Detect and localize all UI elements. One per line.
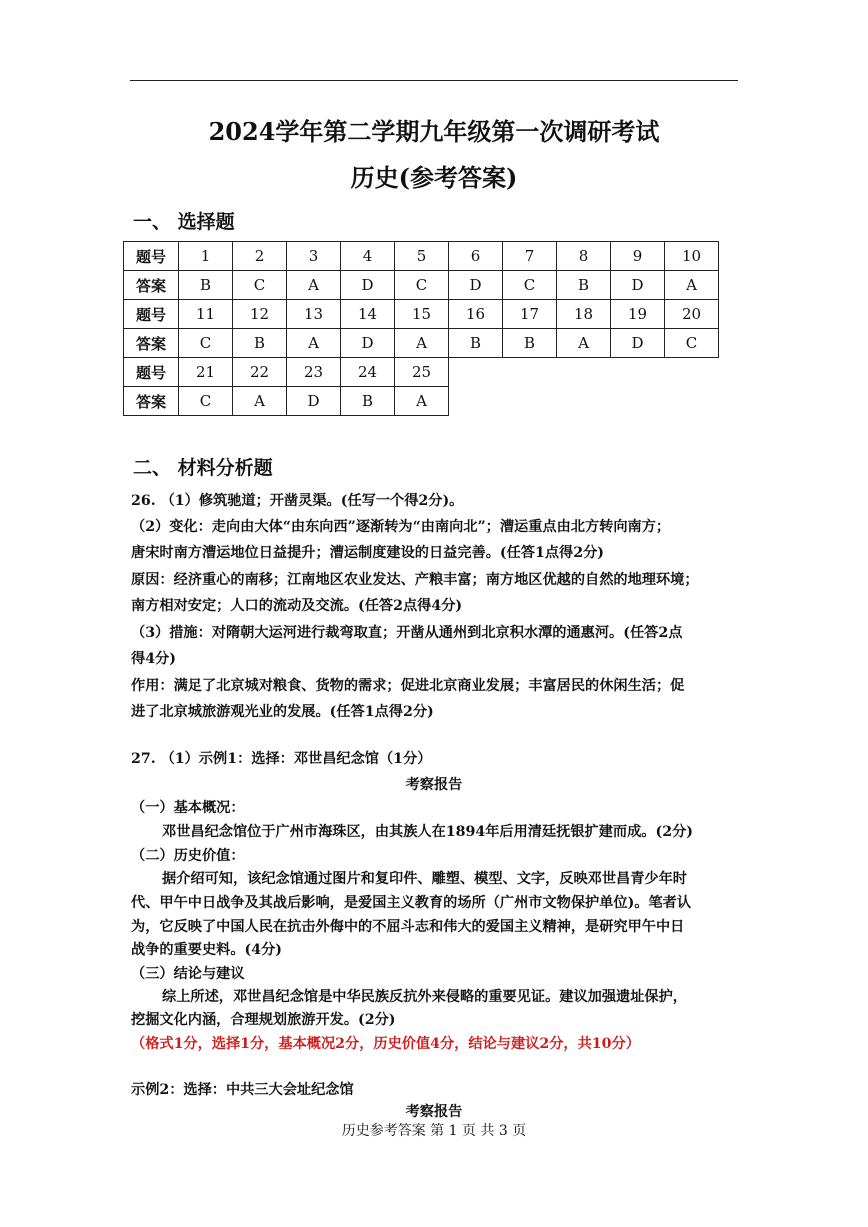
- answer-cell: B: [233, 329, 287, 358]
- report-part3-line-2: 挖掘文化内涵，合理规划旅游开发。(2分): [131, 1012, 396, 1028]
- page-title: 2024学年第二学期九年级第一次调研考试: [208, 117, 660, 146]
- report-part3-head: （三）结论与建议: [131, 966, 245, 982]
- answer-cell: B: [449, 329, 503, 358]
- answer-cell: A: [665, 271, 719, 300]
- empty-cell: [611, 358, 665, 387]
- question-number-cell: 10: [665, 242, 719, 271]
- report-part1-head: （一）基本概况：: [131, 800, 245, 816]
- question-number-cell: 4: [341, 242, 395, 271]
- question-number-cell: 25: [395, 358, 449, 387]
- question-number-cell: 18: [557, 300, 611, 329]
- table-row-answers: [124, 271, 719, 300]
- empty-cell: [557, 387, 611, 416]
- question-number-cell: 24: [341, 358, 395, 387]
- page-subtitle: 历史(参考答案): [350, 163, 518, 192]
- question-number-cell: 21: [179, 358, 233, 387]
- question-number-cell: 13: [287, 300, 341, 329]
- question-number-cell: 7: [503, 242, 557, 271]
- row-label-answer: 答案: [124, 329, 179, 358]
- q26-line-6: （3）措施：对隋朝大运河进行裁弯取直；开凿从通州到北京积水潭的通惠河。(任答2点: [131, 625, 683, 641]
- empty-cell: [665, 358, 719, 387]
- answer-cell: C: [179, 329, 233, 358]
- answer-cell: C: [179, 387, 233, 416]
- question-number-cell: 2: [233, 242, 287, 271]
- empty-cell: [449, 387, 503, 416]
- q26-line-3: 唐宋时南方漕运地位日益提升；漕运制度建设的日益完善。(任答1点得2分): [131, 545, 604, 561]
- answer-cell: A: [287, 271, 341, 300]
- answer-cell: D: [611, 329, 665, 358]
- report-part2-line-1: 据介绍可知，该纪念馆通过图片和复印件、雕塑、模型、文字，反映邓世昌青少年时: [162, 871, 687, 887]
- q26-line-9: 进了北京城旅游观光业的发展。(任答1点得2分): [131, 704, 434, 720]
- page-footer: 历史参考答案 第 1 页 共 3 页: [341, 1123, 527, 1139]
- report-part2-line-3: 为，它反映了中国人民在抗击外侮中的不屈斗志和伟大的爱国主义精神，是研究甲午中日: [131, 919, 685, 935]
- row-label-question: 题号: [124, 300, 179, 329]
- answer-cell: C: [233, 271, 287, 300]
- answer-cell: B: [341, 387, 395, 416]
- q27-intro: 27. （1）示例1：选择：邓世昌纪念馆（1分）: [131, 751, 432, 767]
- question-number-cell: 5: [395, 242, 449, 271]
- empty-cell: [557, 358, 611, 387]
- table-row-question-numbers: [124, 358, 719, 387]
- question-number-cell: 20: [665, 300, 719, 329]
- question-number-cell: 16: [449, 300, 503, 329]
- question-number-cell: 23: [287, 358, 341, 387]
- q26-line-7: 得4分): [131, 651, 176, 667]
- empty-cell: [449, 358, 503, 387]
- section-heading-choice: 一、 选择题: [133, 211, 235, 233]
- q26-line-4: 原因：经济重心的南移；江南地区农业发达、产粮丰富；南方地区优越的自然的地理环境；: [131, 572, 699, 588]
- report-title-2: 考察报告: [405, 1104, 463, 1120]
- answer-cell: A: [395, 329, 449, 358]
- q26-line-2: （2）变化：走向由大体“由东向西”逐渐转为“由南向北”；漕运重点由北方转向南方；: [131, 519, 671, 535]
- answer-cell: B: [557, 271, 611, 300]
- question-number-cell: 15: [395, 300, 449, 329]
- report-part2-head: （二）历史价值：: [131, 848, 245, 864]
- answer-cell: A: [233, 387, 287, 416]
- answer-cell: C: [395, 271, 449, 300]
- answer-cell: A: [557, 329, 611, 358]
- answer-cell: B: [503, 329, 557, 358]
- question-number-cell: 14: [341, 300, 395, 329]
- scoring-note: （格式1分，选择1分，基本概况2分，历史价值4分，结论与建议2分，共10分）: [131, 1036, 640, 1052]
- answer-table: [123, 241, 719, 416]
- section-heading-analysis: 二、 材料分析题: [133, 457, 273, 479]
- row-label-answer: 答案: [124, 387, 179, 416]
- answer-cell: B: [179, 271, 233, 300]
- table-row-answers: [124, 387, 719, 416]
- report-part1-text: 邓世昌纪念馆位于广州市海珠区，由其族人在1894年后用清廷抚银扩建而成。(2分): [162, 824, 693, 840]
- example-2: 示例2：选择：中共三大会址纪念馆: [131, 1082, 354, 1098]
- row-label-question: 题号: [124, 242, 179, 271]
- answer-cell: C: [503, 271, 557, 300]
- empty-cell: [665, 387, 719, 416]
- q26-line-8: 作用：满足了北京城对粮食、货物的需求；促进北京商业发展；丰富居民的休闲生活；促: [131, 678, 685, 694]
- question-number-cell: 9: [611, 242, 665, 271]
- report-title: 考察报告: [405, 777, 463, 793]
- question-number-cell: 1: [179, 242, 233, 271]
- empty-cell: [503, 358, 557, 387]
- question-number-cell: 22: [233, 358, 287, 387]
- empty-cell: [503, 387, 557, 416]
- answer-cell: A: [287, 329, 341, 358]
- question-number-cell: 3: [287, 242, 341, 271]
- report-part2-line-4: 战争的重要史料。(4分): [131, 942, 282, 958]
- row-label-question: 题号: [124, 358, 179, 387]
- answer-cell: D: [611, 271, 665, 300]
- question-number-cell: 19: [611, 300, 665, 329]
- answer-cell: C: [665, 329, 719, 358]
- answer-cell: D: [287, 387, 341, 416]
- answer-cell: D: [341, 271, 395, 300]
- answer-cell: D: [341, 329, 395, 358]
- empty-cell: [611, 387, 665, 416]
- q26-line-1: 26. （1）修筑驰道；开凿灵渠。(任写一个得2分)。: [131, 493, 464, 509]
- row-label-answer: 答案: [124, 271, 179, 300]
- question-number-cell: 8: [557, 242, 611, 271]
- question-number-cell: 12: [233, 300, 287, 329]
- question-number-cell: 11: [179, 300, 233, 329]
- table-row-answers: [124, 329, 719, 358]
- top-rule: [130, 80, 738, 81]
- answer-cell: D: [449, 271, 503, 300]
- q26-line-5: 南方相对安定；人口的流动及交流。(任答2点得4分): [131, 598, 463, 614]
- question-number-cell: 17: [503, 300, 557, 329]
- answer-cell: A: [395, 387, 449, 416]
- question-number-cell: 6: [449, 242, 503, 271]
- table-row-question-numbers: [124, 242, 719, 271]
- report-part3-line-1: 综上所述，邓世昌纪念馆是中华民族反抗外来侵略的重要见证。建议加强遗址保护，: [162, 989, 687, 1005]
- table-row-question-numbers: [124, 300, 719, 329]
- report-part2-line-2: 代、甲午中日战争及其战后影响，是爱国主义教育的场所（广州市文物保护单位)。笔者认: [131, 895, 692, 911]
